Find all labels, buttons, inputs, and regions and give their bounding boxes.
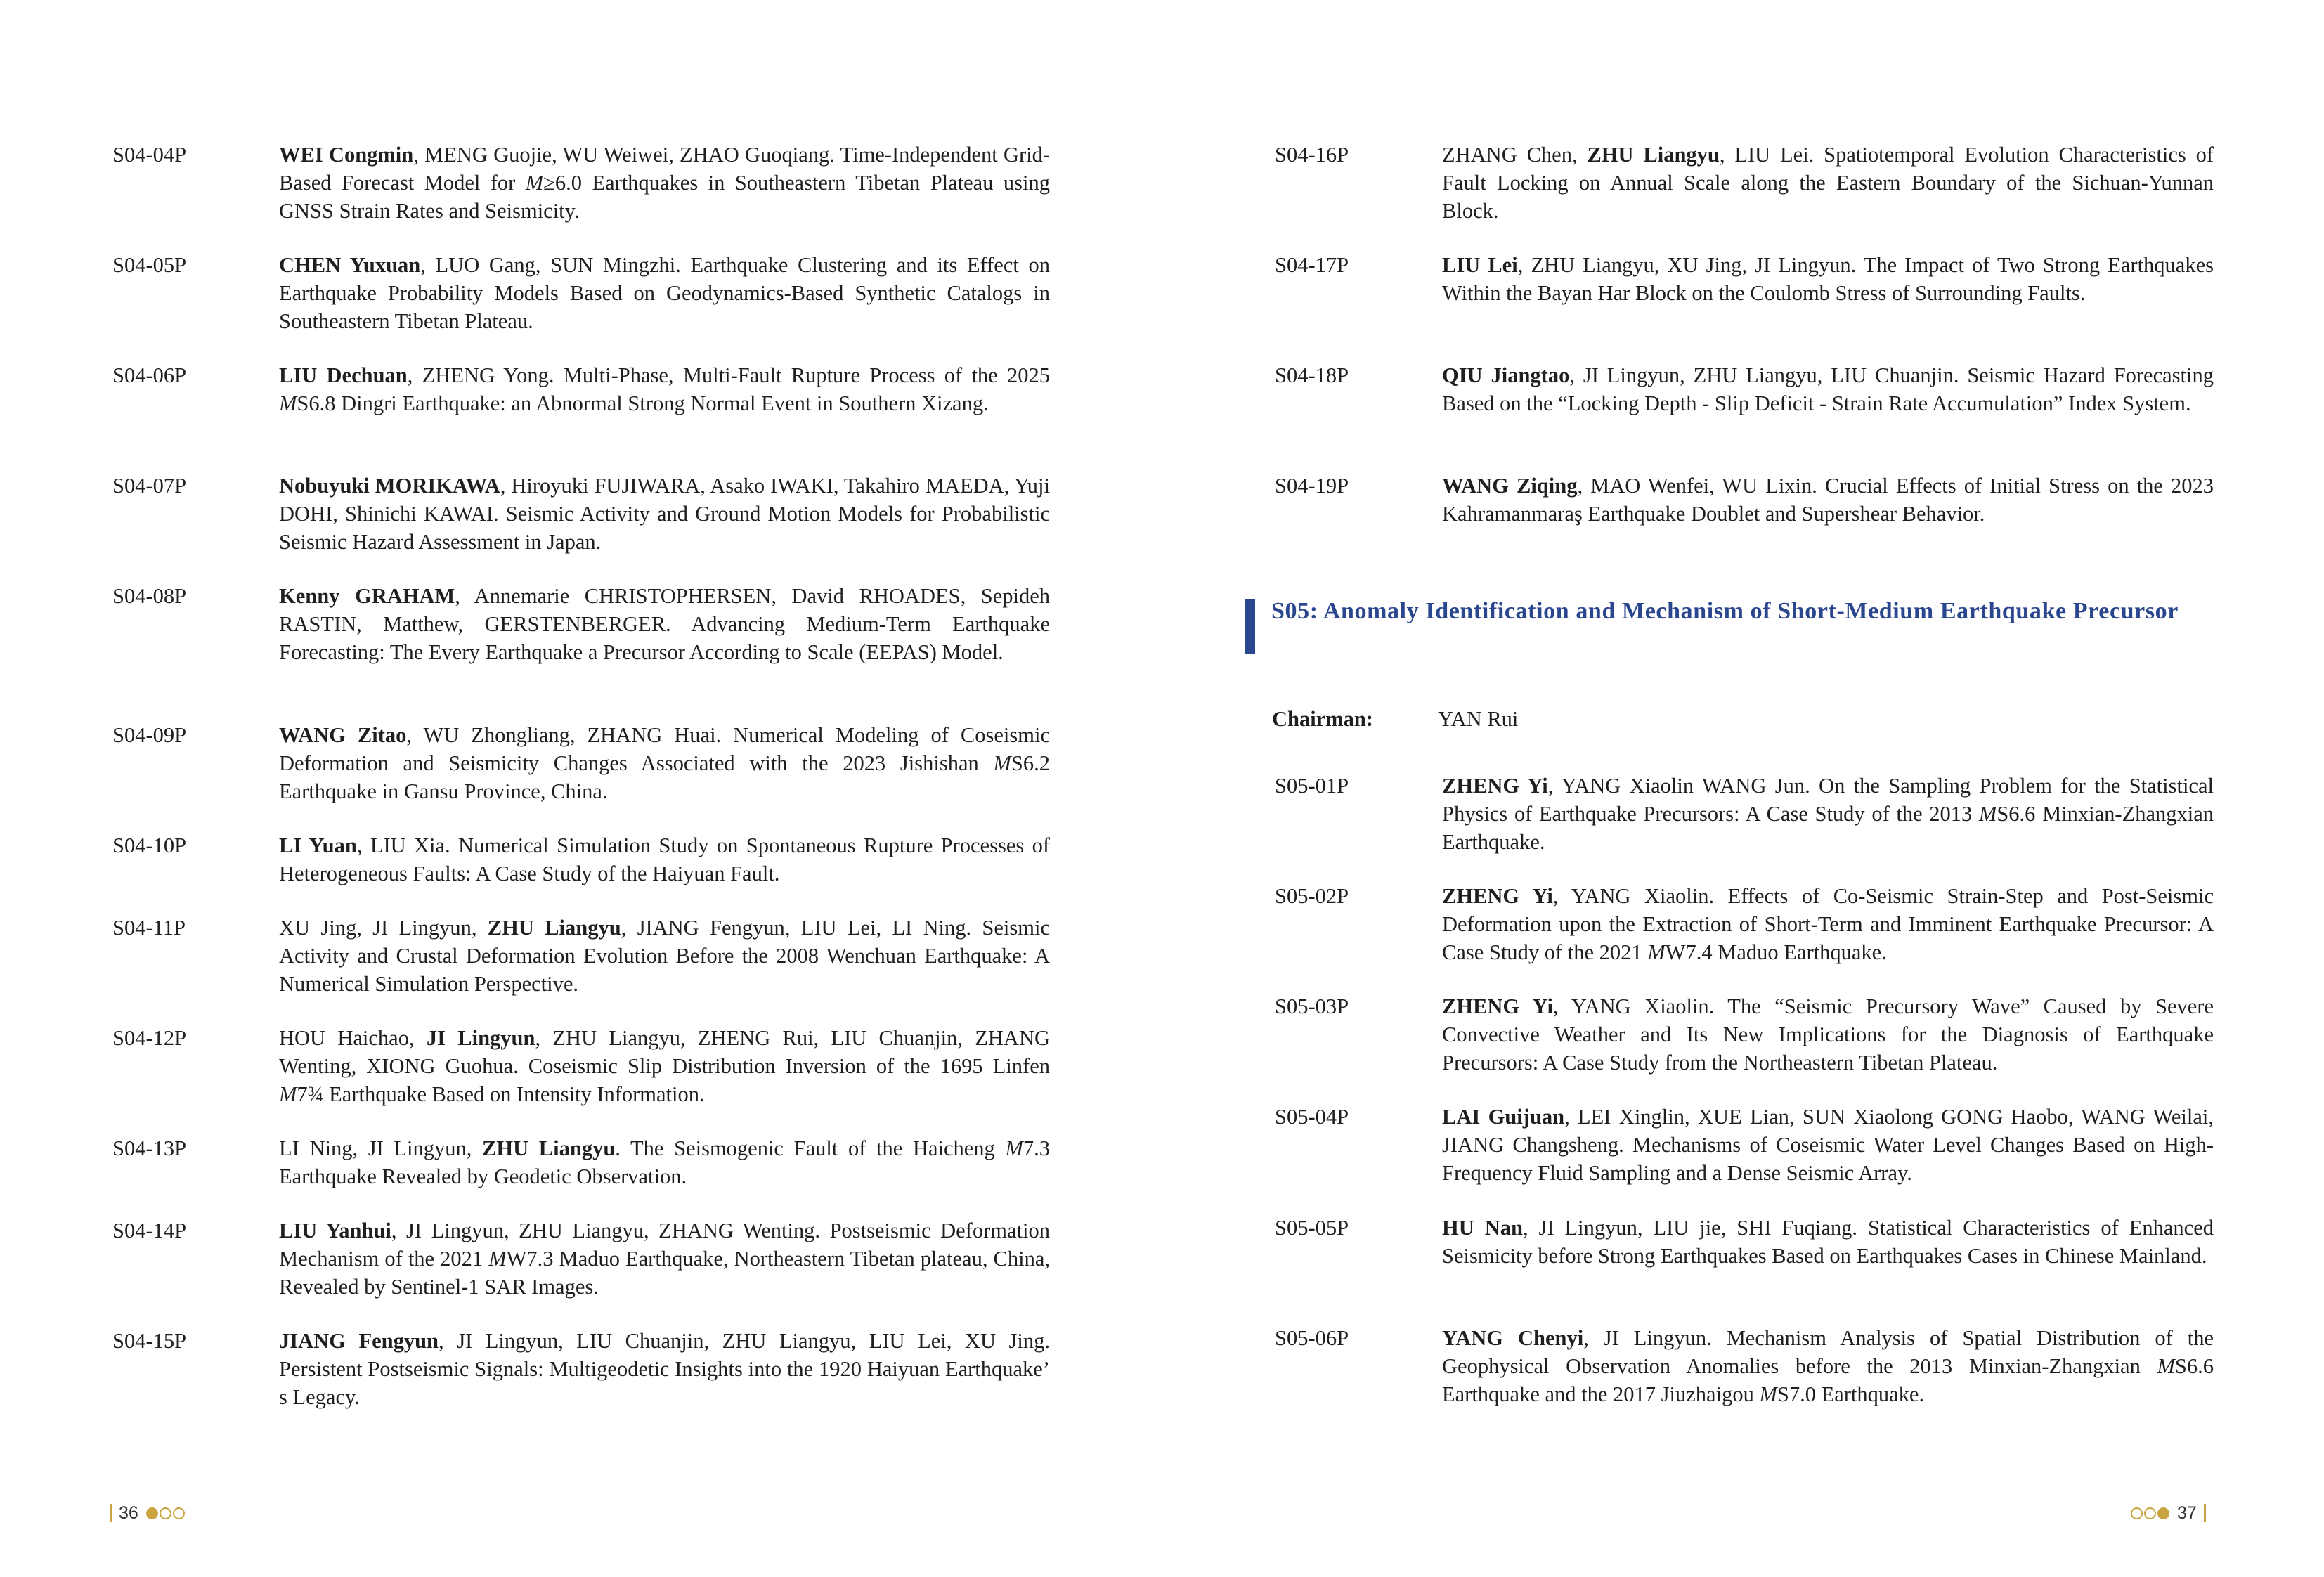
entry-text (1442, 772, 2214, 856)
entry-text-run: 7.3 Earthquake Revealed by Geodetic Observation. (279, 1136, 1051, 1188)
entry-text (1442, 361, 2214, 417)
entry-text-run: , JI Lingyun, LIU jie, SHI Fuqiang. Statistical Characteristics of Enhanced Seismicity before Strong Earthquakes Based on Earthquakes Cases in Chinese Mainland. (1442, 1216, 2214, 1268)
presenting-author: WANG Ziqing (1442, 474, 1578, 498)
entry-text-run: ZHANG Chen, (1442, 143, 1588, 167)
entry-text-run: LI Ning, JI Lingyun, (279, 1136, 483, 1160)
presenting-author: LIU Yanhui (279, 1219, 391, 1242)
presenting-author: ZHENG Yi (1442, 774, 1548, 798)
section-marker-icon (1245, 599, 1255, 654)
entry-text-run: . The Seismogenic Fault of the Haicheng (615, 1136, 1006, 1160)
entry-text-run: , Annemarie CHRISTOPHERSEN, David RHOADES, Sepideh RASTIN, Matthew, GERSTENBERGER. Advancing Medium-Term Earthquake Forecasting: The Every Earthquake a Precursor According to Scale (EEPAS) Model. (279, 584, 1051, 664)
entry-text (279, 1216, 1050, 1301)
magnitude-symbol: M (525, 171, 544, 195)
entry-code: S04-08P (112, 584, 187, 608)
entry-code: S04-18P (1275, 363, 1349, 387)
magnitude-symbol: M (279, 1082, 297, 1106)
entry-text-run: , JI Lingyun. Mechanism Analysis of Spatial Distribution of the Geophysical Observation Anomalies before the 2013 Minxian-Zhangxian (1442, 1326, 2214, 1378)
entry-text (279, 251, 1050, 335)
entry-text-run: S6.8 Dingri Earthquake: an Abnormal Strong Normal Event in Southern Xizang. (297, 391, 989, 415)
chairman-value: YAN Rui (1438, 707, 1519, 731)
entry-text-run: S7.0 Earthquake. (1777, 1382, 1925, 1406)
entry-code: S04-17P (1275, 253, 1349, 277)
entry-text (1442, 251, 2214, 307)
entry-text (279, 1134, 1050, 1190)
presenting-author: JI Lingyun (426, 1026, 535, 1050)
entry-code: S04-19P (1275, 474, 1349, 498)
entry-text-run: W7.4 Maduo Earthquake. (1665, 940, 1887, 964)
entry-text (279, 141, 1050, 225)
entry-code: S04-15P (112, 1329, 187, 1353)
presenting-author: ZHU Liangyu (1587, 143, 1720, 167)
entry-code: S04-12P (112, 1026, 187, 1050)
entry-text (1442, 992, 2214, 1077)
entry-text (1442, 472, 2214, 528)
entry-code: S05-04P (1275, 1105, 1349, 1129)
magnitude-symbol: M (993, 751, 1011, 775)
presenting-author: HU Nan (1442, 1216, 1523, 1240)
entry-text (279, 472, 1050, 556)
entry-text-run: , YANG Xiaolin WANG Jun. On the Sampling Problem for the Statistical Physics of Earthquake Precursors: A Case Study of the 2013 (1442, 774, 2214, 826)
presenting-author: WEI Congmin (279, 143, 414, 167)
entry-code: S04-16P (1275, 143, 1349, 167)
entry-text-run: , YANG Xiaolin. Effects of Co-Seismic Strain-Step and Post-Seismic Deformation upon the Extraction of Short-Term and Imminent Earthquake Precursor: A Case Study of the 2021 (1442, 884, 2214, 964)
presenting-author: LIU Lei (1442, 253, 1518, 277)
entry-text-run: , JI Lingyun, LIU Chuanjin, ZHU Liangyu, LIU Lei, XU Jing. Persistent Postseismic Signals: Multigeodetic Insights into the 1920 Haiyuan Earthquake’ s Legacy. (279, 1329, 1051, 1409)
right-footer (2130, 1503, 2206, 1524)
entry-text (279, 831, 1050, 888)
section-title: S05: Anomaly Identification and Mechanism of Short-Medium Earthquake Precursor (1271, 598, 2179, 624)
entry-text-run: W7.3 Maduo Earthquake, Northeastern Tibetan plateau, China, Revealed by Sentinel-1 SAR Images. (279, 1247, 1051, 1299)
presenting-author: LIU Dechuan (279, 363, 408, 387)
magnitude-symbol: M (2157, 1354, 2175, 1378)
magnitude-symbol: M (1759, 1382, 1777, 1406)
entry-text-run: 7¾ Earthquake Based on Intensity Information. (297, 1082, 705, 1106)
entry-text (1442, 141, 2214, 225)
chairman-label: Chairman: (1272, 707, 1374, 731)
presenting-author: ZHENG Yi (1442, 884, 1553, 908)
presenting-author: Nobuyuki MORIKAWA (279, 474, 500, 498)
magnitude-symbol: M (488, 1247, 507, 1271)
entry-code: S04-06P (112, 363, 187, 387)
entry-text-run: , LIU Lei. Spatiotemporal Evolution Characteristics of Fault Locking on Annual Scale along the Eastern Boundary of the Sichuan-Yunnan Block. (1442, 143, 2214, 223)
entry-text-run: , ZHENG Yong. Multi-Phase, Multi-Fault Rupture Process of the 2025 (407, 363, 1050, 387)
entry-code: S04-09P (112, 723, 187, 747)
entry-code: S04-13P (112, 1136, 187, 1160)
presenting-author: QIU Jiangtao (1442, 363, 1570, 387)
entry-text-run: HOU Haichao, (279, 1026, 427, 1050)
footer-dots-icon (145, 1507, 186, 1519)
magnitude-symbol: M (1005, 1136, 1023, 1160)
presenting-author: Kenny GRAHAM (279, 584, 455, 608)
entry-code: S04-14P (112, 1219, 187, 1242)
entry-text (1442, 1324, 2214, 1408)
entry-code: S04-04P (112, 143, 187, 167)
entry-text-run: , JI Lingyun, ZHU Liangyu, LIU Chuanjin. Seismic Hazard Forecasting Based on the “Locking Depth - Slip Deficit - Strain Rate Accumulation” Index System. (1442, 363, 2214, 415)
entry-text-run: , LIU Xia. Numerical Simulation Study on Spontaneous Rupture Processes of Heterogeneous Faults: A Case Study of the Haiyuan Fault. (279, 833, 1051, 885)
presenting-author: WANG Zitao (279, 723, 407, 747)
entry-text (279, 914, 1050, 998)
entry-text (279, 1024, 1050, 1108)
entry-text-run: , ZHU Liangyu, ZHENG Rui, LIU Chuanjin, ZHANG Wenting, XIONG Guohua. Coseismic Slip Distribution Inversion of the 1695 Linfen (279, 1026, 1051, 1078)
entry-code: S04-05P (112, 253, 187, 277)
entry-text-run: ≥6.0 Earthquakes in Southeastern Tibetan Plateau using GNSS Strain Rates and Seismicity. (279, 171, 1050, 223)
entry-text-run: , WU Zhongliang, ZHANG Huai. Numerical Modeling of Coseismic Deformation and Seismicity Changes Associated with the 2023 Jishishan (279, 723, 1050, 775)
entry-code: S05-01P (1275, 774, 1349, 798)
entry-text (1442, 882, 2214, 966)
entry-text-run: , LUO Gang, SUN Mingzhi. Earthquake Clustering and its Effect on Earthquake Probability Models Based on Geodynamics-Based Synthetic Catalogs in Southeastern Tibetan Plateau. (279, 253, 1050, 333)
entry-text-run: , ZHU Liangyu, XU Jing, JI Lingyun. The Impact of Two Strong Earthquakes Within the Bayan Har Block on the Coulomb Stress of Surrounding Faults. (1442, 253, 2214, 305)
right-page (1162, 0, 2324, 1577)
entry-text (279, 582, 1050, 666)
entry-code: S05-05P (1275, 1216, 1349, 1240)
entry-code: S05-02P (1275, 884, 1349, 908)
entry-text-run: XU Jing, JI Lingyun, (279, 916, 488, 940)
footer-dots-icon (2130, 1507, 2170, 1519)
entry-code: S05-03P (1275, 994, 1349, 1018)
entry-text-run: , MAO Wenfei, WU Lixin. Crucial Effects of Initial Stress on the 2023 Kahramanmaraş Earthquake Doublet and Supershear Behavior. (1442, 474, 2214, 526)
presenting-author: LAI Guijuan (1442, 1105, 1565, 1129)
presenting-author: CHEN Yuxuan (279, 253, 421, 277)
entry-text (1442, 1214, 2214, 1270)
page-number: 37 (2177, 1503, 2197, 1523)
entry-text (279, 721, 1050, 805)
entry-code: S05-06P (1275, 1326, 1349, 1350)
entry-code: S04-11P (112, 916, 186, 940)
presenting-author: ZHU Liangyu (487, 916, 621, 940)
entry-text (279, 361, 1050, 417)
page-number: 36 (119, 1503, 138, 1523)
magnitude-symbol: M (1647, 940, 1666, 964)
entry-text (279, 1327, 1050, 1411)
footer-bar-icon (2204, 1504, 2206, 1522)
entry-text-run: , YANG Xiaolin. The “Seismic Precursory Wave” Caused by Severe Convective Weather and Its New Implications for the Diagnosis of Earthquake Precursors: A Case Study from the Northeastern Tibetan Plateau. (1442, 994, 2214, 1075)
entry-text-run: , JI Lingyun, ZHU Liangyu, ZHANG Wenting. Postseismic Deformation Mechanism of the 2021 (279, 1219, 1050, 1271)
presenting-author: LI Yuan (279, 833, 357, 857)
presenting-author: JIANG Fengyun (279, 1329, 439, 1353)
entry-text-run: , Hiroyuki FUJIWARA, Asako IWAKI, Takahiro MAEDA, Yuji DOHI, Shinichi KAWAI. Seismic Activity and Ground Motion Models for Probabilistic Seismic Hazard Assessment in Japan. (279, 474, 1050, 554)
entry-text-run: , MENG Guojie, WU Weiwei, ZHAO Guoqiang. Time-Independent Grid-Based Forecast Model for (279, 143, 1050, 195)
magnitude-symbol: M (1978, 802, 1997, 826)
presenting-author: ZHU Liangyu (482, 1136, 616, 1160)
presenting-author: YANG Chenyi (1442, 1326, 1584, 1350)
entry-text-run: S6.6 Minxian-Zhangxian Earthquake. (1442, 802, 2214, 854)
entry-text-run: , JIANG Fengyun, LIU Lei, LI Ning. Seismic Activity and Crustal Deformation Evolution Before the 2008 Wenchuan Earthquake: A Numerical Simulation Perspective. (279, 916, 1050, 996)
entry-text-run: S6.6 Earthquake and the 2017 Jiuzhaigou (1442, 1354, 2214, 1406)
entry-text (1442, 1103, 2214, 1187)
footer-bar-icon (110, 1504, 112, 1522)
entry-code: S04-10P (112, 833, 187, 857)
magnitude-symbol: M (279, 391, 297, 415)
presenting-author: ZHENG Yi (1442, 994, 1553, 1018)
left-footer (110, 1503, 186, 1524)
entry-text-run: S6.2 Earthquake in Gansu Province, China. (279, 751, 1050, 803)
entry-text-run: , LEI Xinglin, XUE Lian, SUN Xiaolong GONG Haobo, WANG Weilai, JIANG Changsheng. Mechanisms of Coseismic Water Level Changes Based on High-Frequency Fluid Sampling and a Dense Seismic Array. (1442, 1105, 2214, 1185)
entry-code: S04-07P (112, 474, 187, 498)
